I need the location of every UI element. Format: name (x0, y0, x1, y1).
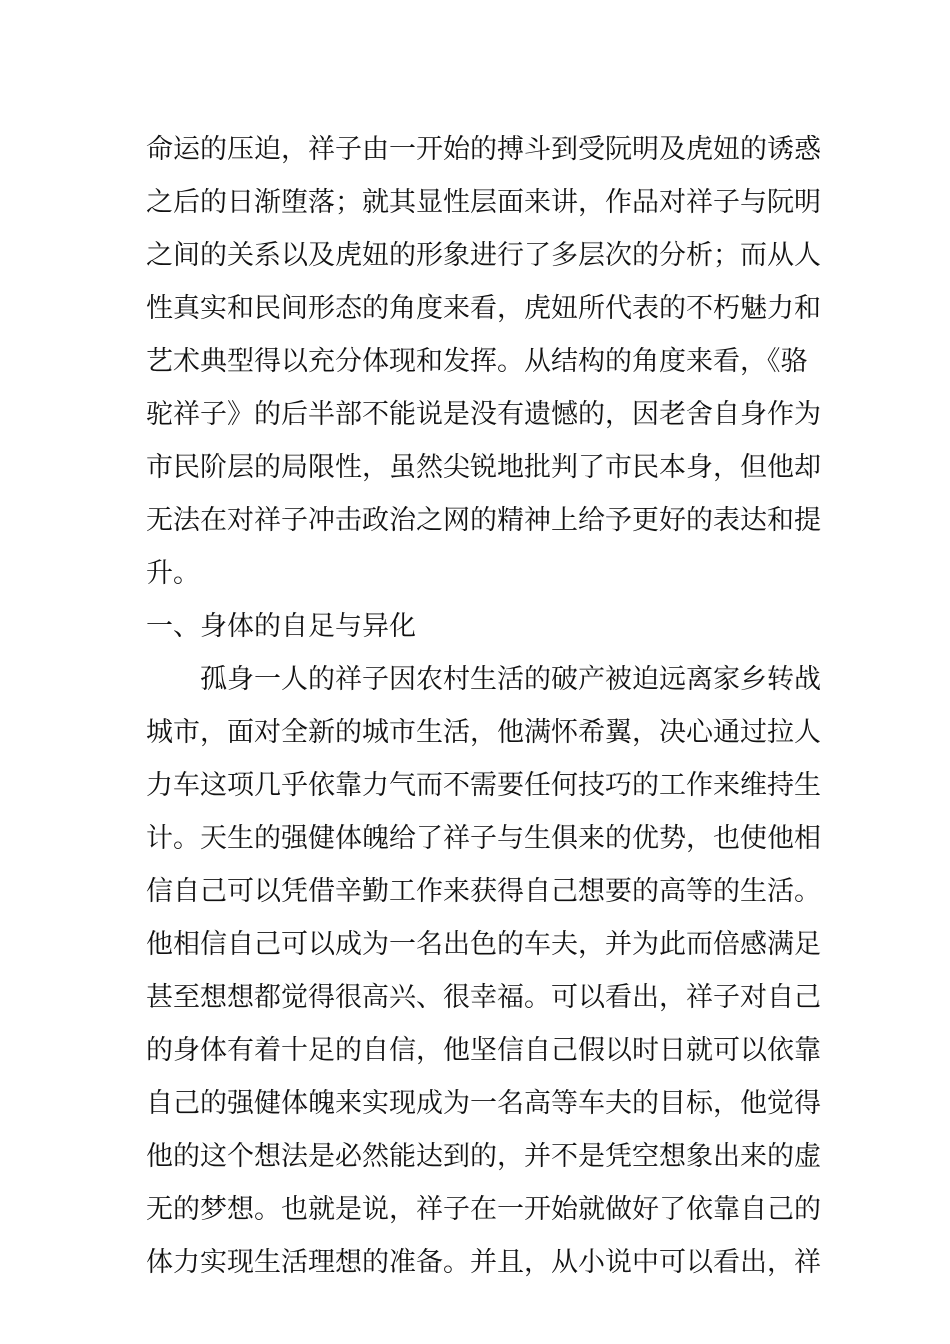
text-line: 之后的日渐堕落；就其显性层面来讲，作品对祥子与阮明 (146, 187, 821, 218)
document-body (146, 123, 821, 1289)
text-line: 他的这个想法是必然能达到的，并不是凭空想象出来的虚 (146, 1141, 821, 1172)
paragraph-1 (146, 123, 821, 600)
text-line: 命运的压迫，祥子由一开始的搏斗到受阮明及虎妞的诱惑 (146, 134, 821, 165)
text-line: 的身体有着十足的自信，他坚信自己假以时日就可以依靠 (146, 1035, 821, 1066)
text-line: 自己的强健体魄来实现成为一名高等车夫的目标，他觉得 (146, 1088, 821, 1119)
text-line: 力车这项几乎依靠力气而不需要任何技巧的工作来维持生 (146, 770, 821, 801)
text-line: 升。 (146, 558, 200, 589)
text-line: 驼祥子》的后半部不能说是没有遗憾的，因老舍自身作为 (146, 399, 821, 430)
paragraph-2 (146, 653, 821, 1289)
text-line: 市民阶层的局限性，虽然尖锐地批判了市民本身，但他却 (146, 452, 821, 483)
text-line: 艺术典型得以充分体现和发挥。从结构的角度来看，《骆 (146, 346, 808, 377)
text-line: 无的梦想。也就是说，祥子在一开始就做好了依靠自己的 (146, 1194, 821, 1225)
text-line: 城市，面对全新的城市生活，他满怀希翼，决心通过拉人 (146, 717, 821, 748)
text-line: 体力实现生活理想的准备。并且，从小说中可以看出，祥 (146, 1247, 821, 1278)
text-line: 之间的关系以及虎妞的形象进行了多层次的分析；而从人 (146, 240, 821, 271)
text-line: 甚至想想都觉得很高兴、很幸福。可以看出，祥子对自己 (146, 982, 821, 1013)
text-line: 他相信自己可以成为一名出色的车夫，并为此而倍感满足 (146, 929, 821, 960)
text-line: 孤身一人的祥子因农村生活的破产被迫远离家乡转战 (200, 664, 821, 695)
text-line: 无法在对祥子冲击政治之网的精神上给予更好的表达和提 (146, 505, 821, 536)
text-line: 计。天生的强健体魄给了祥子与生俱来的优势，也使他相 (146, 823, 821, 854)
text-line: 信自己可以凭借辛勤工作来获得自己想要的高等的生活。 (146, 876, 821, 907)
section-heading: 一、身体的自足与异化 (146, 611, 416, 642)
text-line: 性真实和民间形态的角度来看，虎妞所代表的不朽魅力和 (146, 293, 821, 324)
